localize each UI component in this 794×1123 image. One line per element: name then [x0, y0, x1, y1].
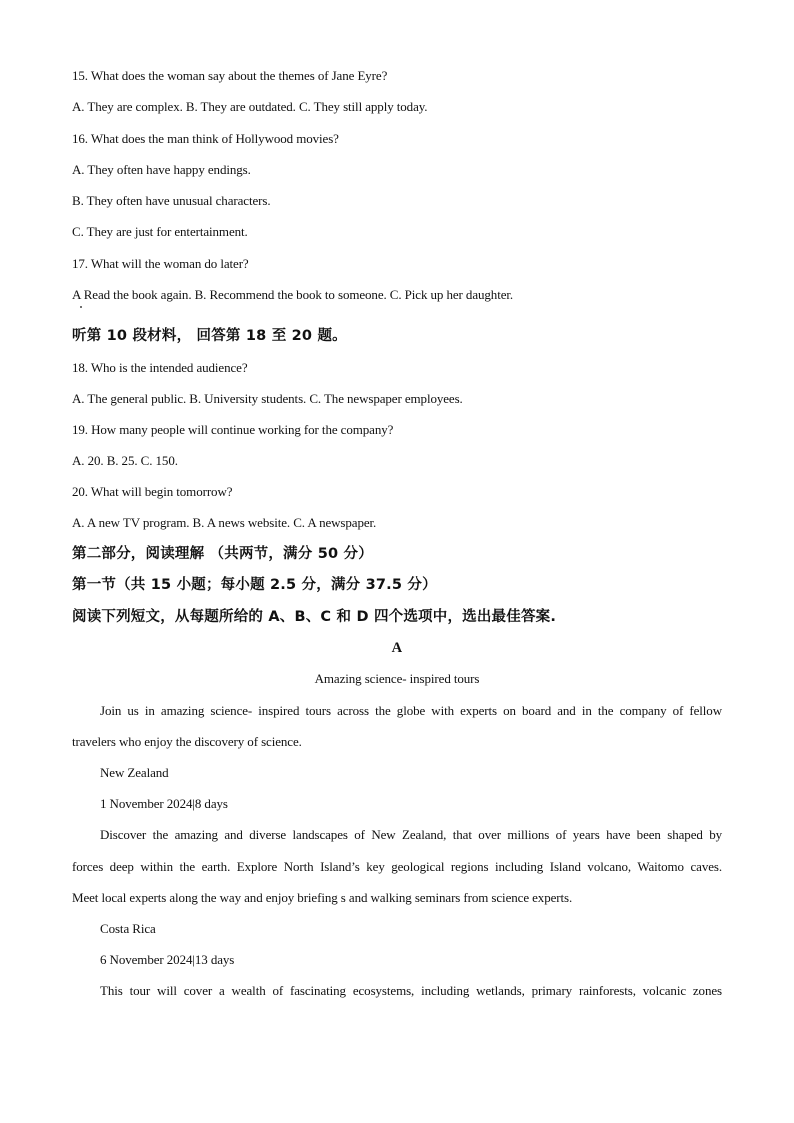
part2-heading: 第二部分，阅读理解 （共两节，满分 50 分） [72, 546, 373, 562]
cr-date: 6 November 2024|13 days [100, 952, 235, 967]
reading-instructions: 阅读下列短文，从每题所给的 A、B、C 和 D 四个选项中，选出最佳答案. [72, 609, 557, 625]
q16-option-b: B. They often have unusual characters. [72, 193, 271, 208]
nz-name: New Zealand [100, 765, 169, 780]
intro-line-2: travelers who enjoy the discovery of science. [72, 734, 302, 749]
nz-line-2: forces deep within the earth. Explore North Island’s key geological regions including Island volcano, Waitomo caves. [72, 859, 722, 874]
intro-line-1: Join us in amazing science- inspired tours across the globe with experts on board and in the company of fellow [100, 703, 722, 718]
q19-options: A. 20. B. 25. C. 150. [72, 453, 178, 468]
section1-heading: 第一节（共 15 小题；每小题 2.5 分，满分 37.5 分） [72, 577, 437, 593]
passage-title: Amazing science- inspired tours [314, 671, 480, 686]
q16-option-a: A. They often have happy endings. [72, 162, 251, 177]
q16-option-c: C. They are just for entertainment. [72, 224, 248, 239]
q17-question: 17. What will the woman do later? [72, 256, 249, 271]
nz-line-1: Discover the amazing and diverse landscapes of New Zealand, that over millions of years have been shaped by [100, 827, 722, 842]
stray-dot [80, 306, 82, 308]
cr-line-1: This tour will cover a wealth of fascinating ecosystems, including wetlands, primary rainforests, volcanic zones [100, 983, 722, 998]
q20-options: A. A new TV program. B. A news website. C. A newspaper. [72, 515, 377, 530]
q15-question: 15. What does the woman say about the themes of Jane Eyre? [72, 68, 388, 83]
q19-question: 19. How many people will continue working for the company? [72, 422, 394, 437]
nz-line-3: Meet local experts along the way and enjoy briefing s and walking seminars from science experts. [72, 890, 573, 905]
q18-options: A. The general public. B. University students. C. The newspaper employees. [72, 391, 463, 406]
q18-question: 18. Who is the intended audience? [72, 360, 248, 375]
q17-options: A Read the book again. B. Recommend the book to someone. C. Pick up her daughter. [72, 287, 514, 302]
cr-name: Costa Rica [100, 921, 156, 936]
q15-options: A. They are complex. B. They are outdated. C. They still apply today. [72, 99, 428, 114]
passage-letter: A [391, 640, 403, 656]
section10-heading: 听第 10 段材料， 回答第 18 至 20 题。 [72, 328, 347, 344]
nz-date: 1 November 2024|8 days [100, 796, 228, 811]
q20-question: 20. What will begin tomorrow? [72, 484, 233, 499]
q16-question: 16. What does the man think of Hollywood movies? [72, 131, 339, 146]
